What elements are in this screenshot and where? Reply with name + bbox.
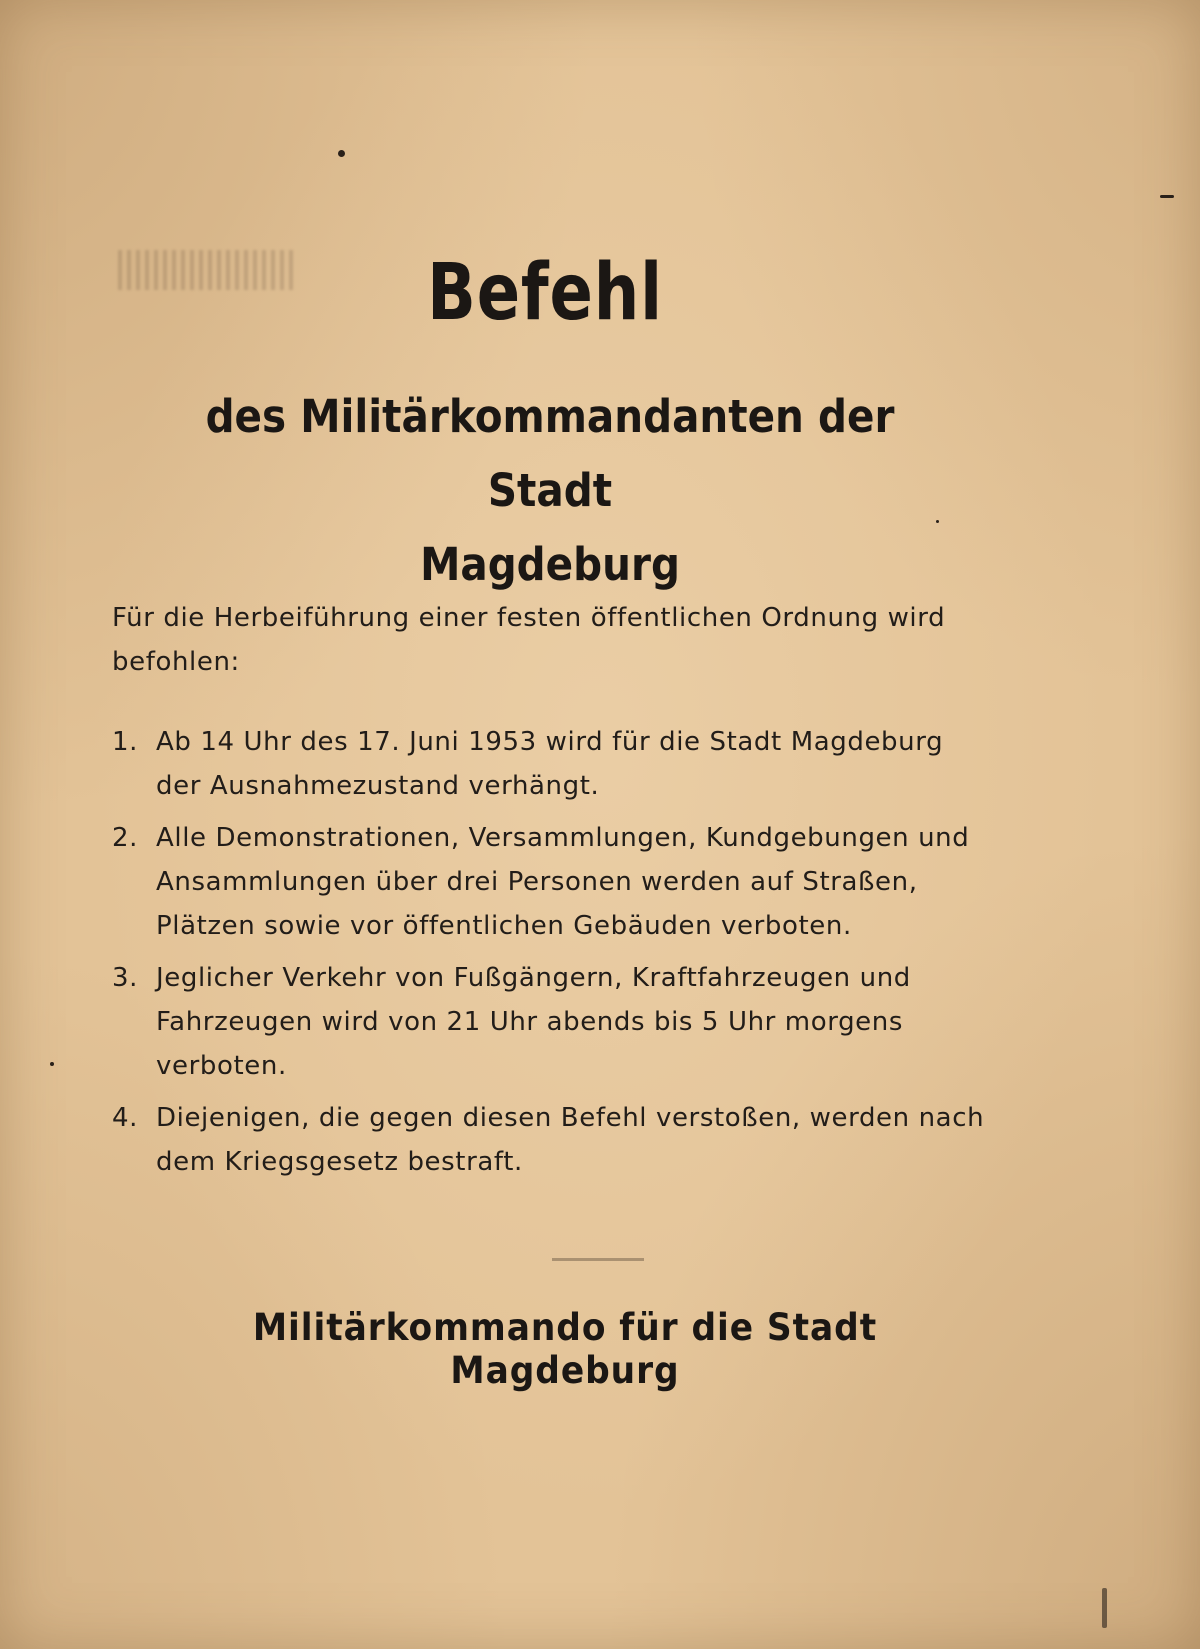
- order-item-3: [112, 956, 992, 1088]
- ink-speck: [50, 1062, 54, 1066]
- ink-speck: [338, 150, 345, 157]
- order-number: 4.: [112, 1103, 139, 1133]
- order-text: Jeglicher Verkehr von Fußgängern, Kraftfahrzeugen und Fahrzeugen wird von 21 Uhr abends bis 5 Uhr morgens verboten.: [156, 963, 911, 1081]
- ink-speck: [1160, 195, 1174, 198]
- subtitle-line-1: des Militärkommandanten der Stadt: [205, 390, 895, 517]
- notice-title: Befehl: [427, 248, 663, 338]
- order-item-1: [112, 720, 992, 808]
- order-text: Ab 14 Uhr des 17. Juni 1953 wird für die Stadt Magdeburg der Ausnahmezustand verhängt.: [156, 727, 944, 801]
- notice-subtitle: [154, 380, 946, 602]
- order-item-4: [112, 1096, 992, 1184]
- orders-list: [112, 720, 992, 1192]
- subtitle-line-2: Magdeburg: [420, 538, 680, 591]
- order-item-2: [112, 816, 992, 948]
- order-number: 2.: [112, 823, 139, 853]
- order-number: 3.: [112, 963, 139, 993]
- order-text: Diejenigen, die gegen diesen Befehl verstoßen, werden nach dem Kriegsgesetz bestraft.: [156, 1103, 985, 1177]
- ink-speck: [1102, 1588, 1107, 1628]
- ink-speck: [936, 520, 939, 523]
- order-number: 1.: [112, 727, 139, 757]
- signature-line: Militärkommando für die Stadt Magdeburg: [252, 1306, 878, 1392]
- order-text: Alle Demonstrationen, Versammlungen, Kundgebungen und Ansammlungen über drei Personen werden auf Straßen, Plätzen sowie vor öffentlichen Gebäuden verboten.: [156, 823, 970, 941]
- intro-text: Für die Herbeiführung einer festen öffentlichen Ordnung wird befohlen:: [112, 603, 946, 677]
- divider-mark: [552, 1258, 644, 1261]
